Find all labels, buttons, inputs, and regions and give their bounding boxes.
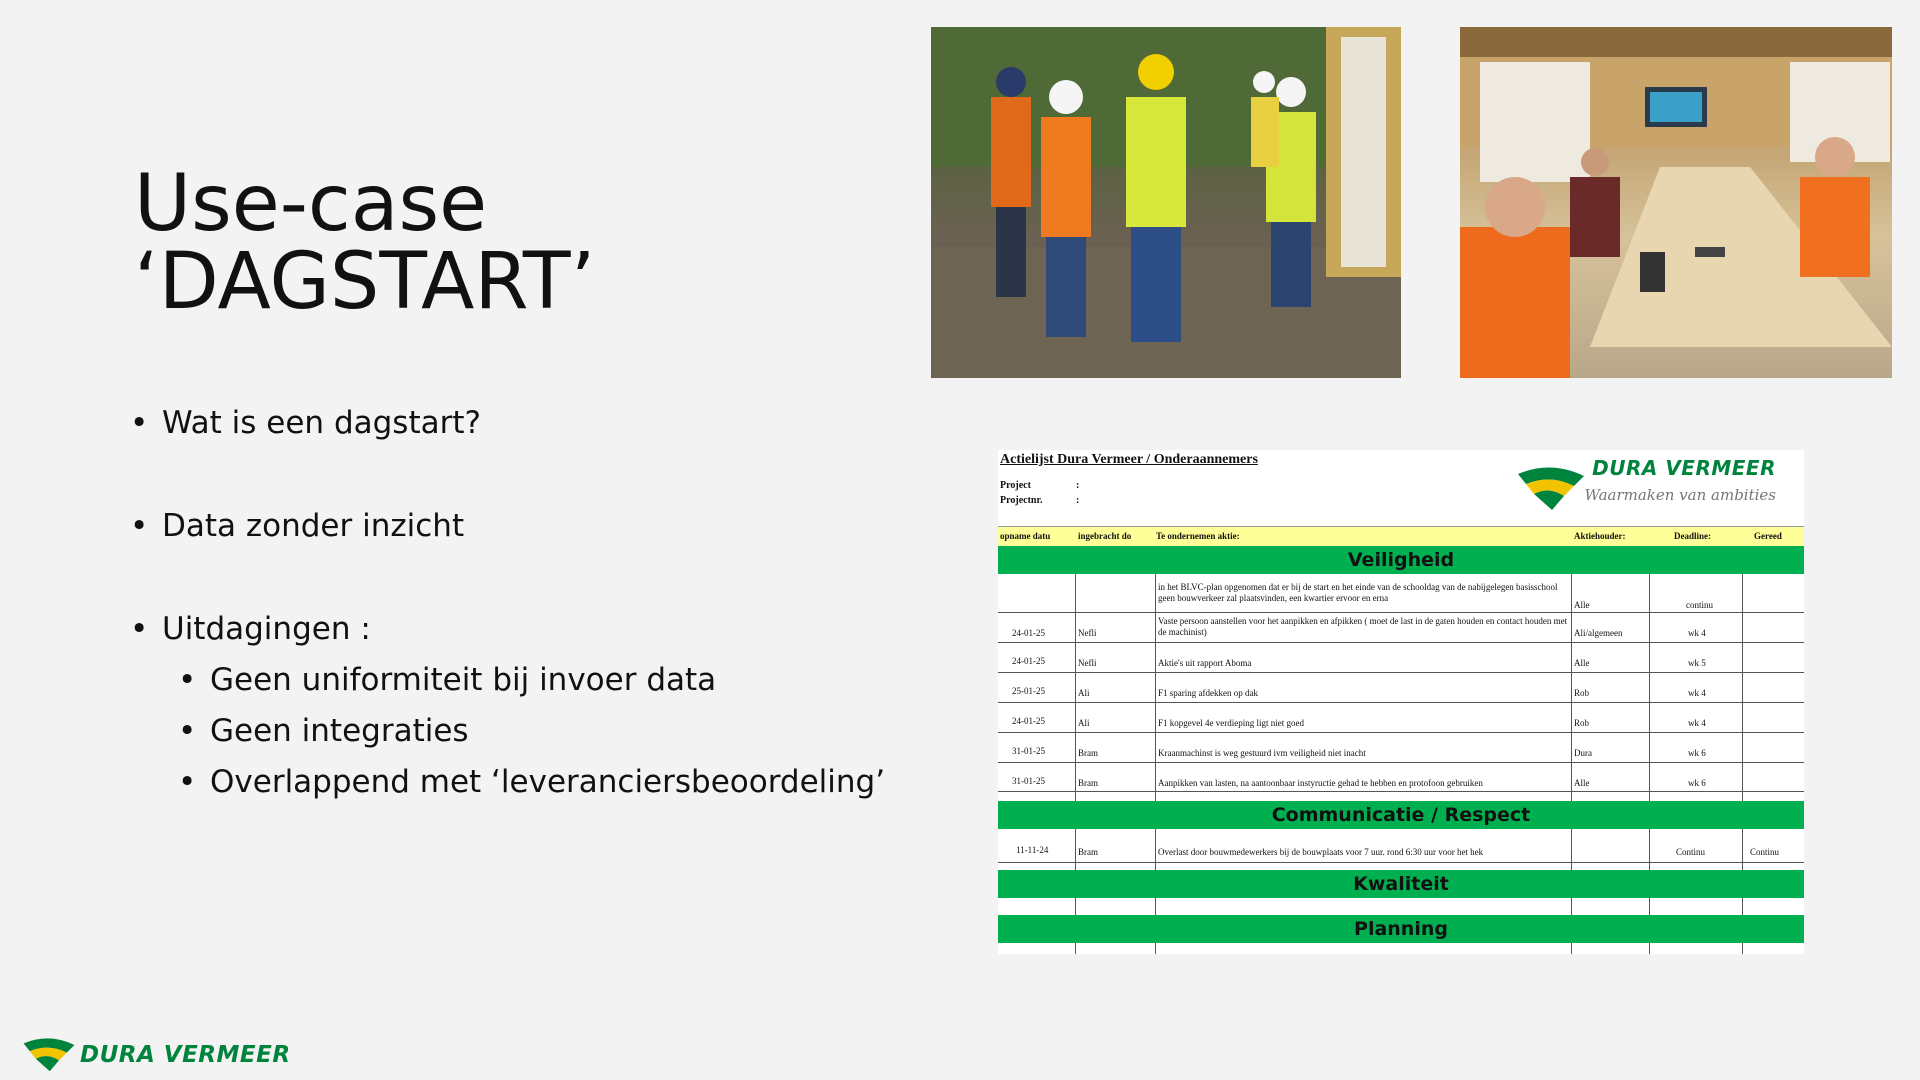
project-label: Project xyxy=(1000,480,1031,491)
bullet-dot: • xyxy=(130,508,149,544)
col-header[interactable]: Te ondernemen aktie: xyxy=(1156,531,1240,541)
project-colon: : xyxy=(1076,480,1080,491)
col-header[interactable]: Gereed xyxy=(1754,531,1782,541)
cell-by: Ali xyxy=(1078,688,1090,698)
cell-owner: Rob xyxy=(1574,688,1590,698)
bullet-dot: • xyxy=(178,662,197,698)
cell-deadline: wk 4 xyxy=(1688,628,1706,638)
cell-by: Bram xyxy=(1078,778,1098,788)
cell-deadline: wk 6 xyxy=(1688,748,1706,758)
cell-deadline: wk 4 xyxy=(1688,718,1706,728)
cell-deadline: continu xyxy=(1686,600,1713,610)
cell-by: Nefli xyxy=(1078,658,1097,668)
category-communicatie: Communicatie / Respect xyxy=(998,801,1804,829)
meeting-room-illustration xyxy=(1460,27,1892,378)
bullet-text: Uitdagingen : xyxy=(162,611,371,647)
slide-title-line1: Use-case xyxy=(134,159,488,249)
slide-title-line2: ‘DAGSTART’ xyxy=(134,237,596,327)
bullet-dot: • xyxy=(178,713,197,749)
cell-action: F1 kopgevel 4e verdieping ligt niet goed xyxy=(1158,718,1304,728)
bullet-text: Geen integraties xyxy=(210,713,469,749)
sheet-header-row xyxy=(998,526,1804,548)
cell-owner: Alle xyxy=(1574,778,1590,788)
category-planning: Planning xyxy=(998,915,1804,943)
table-row xyxy=(998,702,1804,733)
col-header[interactable]: Deadline: xyxy=(1674,531,1711,541)
cell-deadline: Continu xyxy=(1676,847,1706,857)
cell-action: in het BLVC-plan opgenomen dat er bij de start en het einde van de schooldag van de nabijgelegen basisschool geen bouwverkeer zal plaatsvinden, een kwartier ervoor en erna xyxy=(1158,582,1558,603)
footer-brand-name: DURA VERMEER xyxy=(80,1042,291,1068)
cell-by: Bram xyxy=(1078,847,1098,857)
cell-by: Nefli xyxy=(1078,628,1097,638)
cell-date: 11-11-24 xyxy=(1016,845,1049,855)
cell-by: Ali xyxy=(1078,718,1090,728)
cell-action: F1 sparing afdekken op dak xyxy=(1158,688,1258,698)
cell-action: Kraanmachinst is weg gestuurd ivm veiligheid niet inacht xyxy=(1158,748,1366,758)
sheet-brand xyxy=(1516,452,1776,514)
col-header[interactable]: ingebracht do xyxy=(1078,531,1132,541)
cell-owner: Alle xyxy=(1574,600,1590,610)
cell-owner: Alle xyxy=(1574,658,1590,668)
cell-deadline: wk 4 xyxy=(1688,688,1706,698)
cell-deadline: wk 5 xyxy=(1688,658,1706,668)
bullet-dot: • xyxy=(130,405,149,441)
bullet-text: Overlappend met ‘leveranciersbeoordeling’ xyxy=(210,764,886,800)
table-row xyxy=(998,642,1804,673)
cell-owner: Rob xyxy=(1574,718,1590,728)
col-header[interactable]: Aktiehouder: xyxy=(1574,531,1626,541)
cell-by: Bram xyxy=(1078,748,1098,758)
cell-owner: Dura xyxy=(1574,748,1592,758)
action-list-spreadsheet xyxy=(998,450,1804,954)
bullet-dot: • xyxy=(130,611,149,647)
cell-done: Continu xyxy=(1750,847,1780,857)
cell-date: 24-01-25 xyxy=(1012,716,1045,726)
construction-crew-photo xyxy=(931,27,1401,378)
projectnr-label: Projectnr. xyxy=(1000,495,1043,506)
bullet-text: Data zonder inzicht xyxy=(162,508,465,544)
slide-title xyxy=(134,159,596,327)
dura-vermeer-logo-icon xyxy=(1516,464,1586,514)
cell-date: 25-01-25 xyxy=(1012,686,1045,696)
cell-date: 31-01-25 xyxy=(1012,746,1045,756)
cell-date: 31-01-25 xyxy=(1012,776,1045,786)
table-row xyxy=(998,762,1804,792)
table-row xyxy=(998,672,1804,703)
sheet-title: Actielijst Dura Vermeer / Onderaannemers xyxy=(1000,452,1258,467)
category-veiligheid: Veiligheid xyxy=(998,546,1804,574)
bullet-text: Geen uniformiteit bij invoer data xyxy=(210,662,717,698)
bullet-text: Wat is een dagstart? xyxy=(162,405,481,441)
col-header[interactable]: opname datu xyxy=(1000,531,1051,541)
cell-date: 24-01-25 xyxy=(1012,628,1045,638)
cell-date: 24-01-25 xyxy=(1012,656,1045,666)
dura-vermeer-footer-logo-icon xyxy=(22,1035,76,1075)
construction-crew-illustration xyxy=(931,27,1401,378)
cell-owner: Ali/algemeen xyxy=(1574,628,1623,638)
cell-action: Vaste persoon aanstellen voor het aanpikken en afpikken ( moet de last in de gaten houden en contact houden met de machinist) xyxy=(1158,616,1568,637)
cell-deadline: wk 6 xyxy=(1688,778,1706,788)
meeting-room-photo xyxy=(1460,27,1892,378)
sheet-brand-name: DURA VERMEER xyxy=(1592,456,1776,480)
cell-action: Overlast door bouwmedewerkers bij de bouwplaats voor 7 uur. rond 6:30 uur voor het hek xyxy=(1158,847,1484,857)
table-row xyxy=(998,732,1804,763)
category-kwaliteit: Kwaliteit xyxy=(998,870,1804,898)
projectnr-colon: : xyxy=(1076,495,1080,506)
table-row xyxy=(998,574,1804,613)
sheet-brand-tagline: Waarmaken van ambities xyxy=(1584,486,1776,504)
cell-action: Aanpikken van lasten, na aantoonbaar instyructie gehad te hebben en protofoon gebruiken xyxy=(1158,778,1483,788)
table-row xyxy=(998,612,1804,643)
cell-action: Aktie's uit rapport Aboma xyxy=(1158,658,1252,668)
bullet-dot: • xyxy=(178,764,197,800)
table-row xyxy=(998,829,1804,863)
